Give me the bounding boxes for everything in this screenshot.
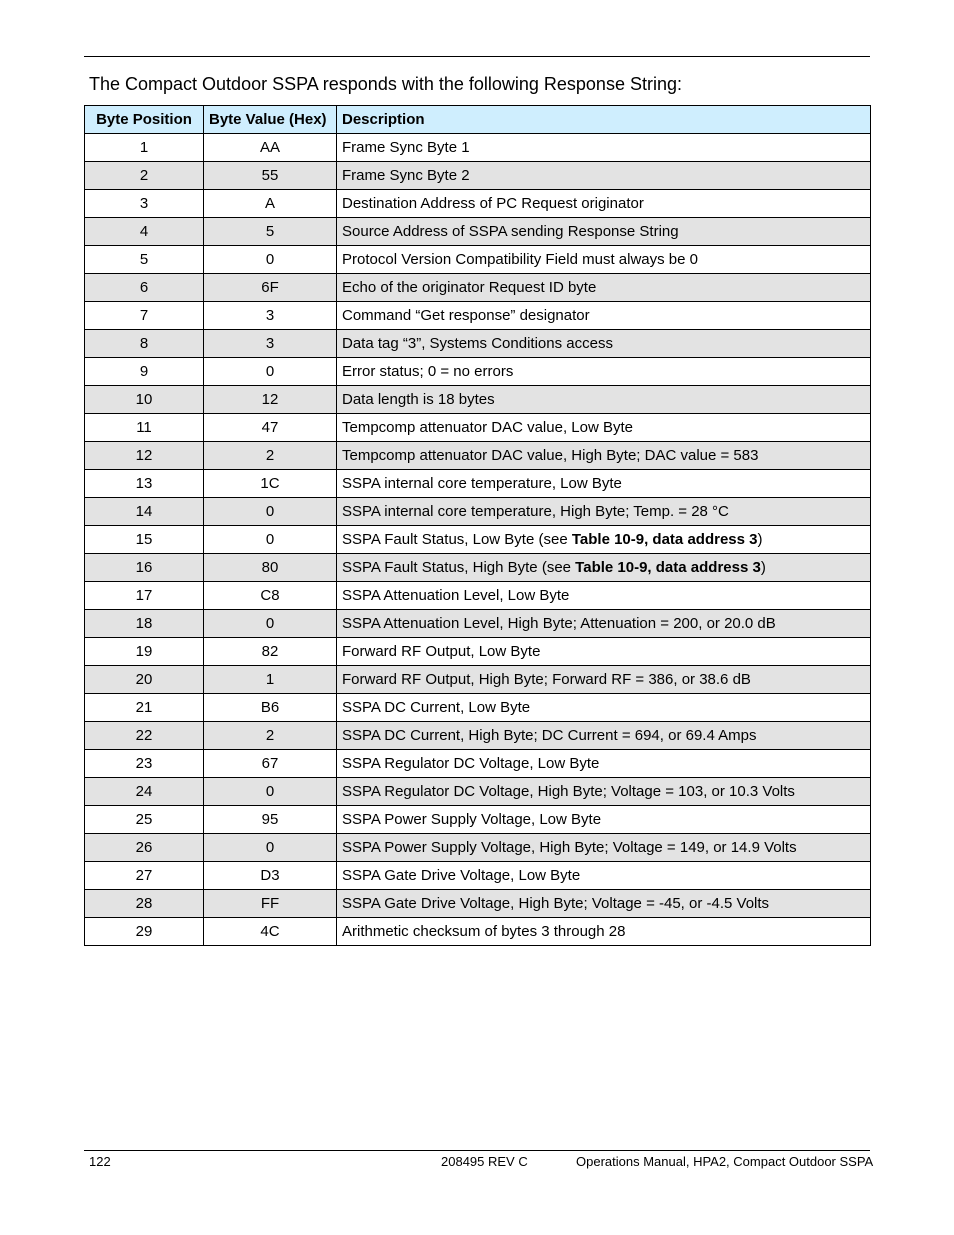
header-byte-position: Byte Position <box>85 106 204 134</box>
byte-position-cell: 6 <box>85 274 204 302</box>
table-row <box>85 246 871 274</box>
table-row <box>85 666 871 694</box>
byte-value-cell: 2 <box>204 442 337 470</box>
table-row <box>85 918 871 946</box>
description-cell <box>337 526 871 554</box>
description-cell <box>337 834 871 862</box>
description-cell <box>337 610 871 638</box>
byte-value-cell: 0 <box>204 246 337 274</box>
byte-position-cell: 26 <box>85 834 204 862</box>
byte-position-cell: 1 <box>85 134 204 162</box>
byte-value-cell: 95 <box>204 806 337 834</box>
table-row <box>85 162 871 190</box>
response-string-table <box>84 105 871 946</box>
intro-text: The Compact Outdoor SSPA responds with the following Response String: <box>89 74 682 94</box>
table-row <box>85 722 871 750</box>
description-text: Error status; 0 = no errors <box>342 363 514 380</box>
byte-position-cell: 20 <box>85 666 204 694</box>
description-cell <box>337 190 871 218</box>
byte-value-cell: 80 <box>204 554 337 582</box>
table-row <box>85 806 871 834</box>
byte-value-cell: 1 <box>204 666 337 694</box>
table-row <box>85 582 871 610</box>
byte-value-cell: 12 <box>204 386 337 414</box>
description-cell <box>337 218 871 246</box>
description-cell <box>337 134 871 162</box>
byte-value-cell: 0 <box>204 778 337 806</box>
byte-position-cell: 5 <box>85 246 204 274</box>
description-cell <box>337 778 871 806</box>
description-text: Tempcomp attenuator DAC value, Low Byte <box>342 419 633 436</box>
description-cell <box>337 554 871 582</box>
description-cell <box>337 358 871 386</box>
byte-value-cell: 1C <box>204 470 337 498</box>
table-row <box>85 330 871 358</box>
description-cell <box>337 806 871 834</box>
byte-position-cell: 4 <box>85 218 204 246</box>
byte-value-cell: 2 <box>204 722 337 750</box>
description-cell <box>337 246 871 274</box>
byte-value-cell: 0 <box>204 358 337 386</box>
description-text: SSPA Attenuation Level, Low Byte <box>342 587 570 604</box>
byte-position-cell: 8 <box>85 330 204 358</box>
description-text: SSPA Gate Drive Voltage, Low Byte <box>342 867 581 884</box>
description-cell <box>337 302 871 330</box>
description-text: Command “Get response” designator <box>342 307 590 324</box>
byte-position-cell: 24 <box>85 778 204 806</box>
table-body <box>85 134 871 946</box>
table-reference: Table 10-9, data address 3 <box>571 531 758 548</box>
byte-value-cell: 6F <box>204 274 337 302</box>
description-text: SSPA Fault Status, Low Byte (see <box>342 531 572 548</box>
byte-position-cell: 22 <box>85 722 204 750</box>
byte-value-cell: D3 <box>204 862 337 890</box>
table-row <box>85 750 871 778</box>
table-row <box>85 218 871 246</box>
description-cell <box>337 498 871 526</box>
description-text: Destination Address of PC Request originator <box>342 195 644 212</box>
byte-value-cell: 0 <box>204 498 337 526</box>
description-cell <box>337 162 871 190</box>
table-row <box>85 526 871 554</box>
description-cell <box>337 722 871 750</box>
description-cell <box>337 862 871 890</box>
byte-value-cell: 3 <box>204 302 337 330</box>
description-text: Protocol Version Compatibility Field must always be 0 <box>342 251 698 268</box>
footer-title: Operations Manual, HPA2, Compact Outdoor SSPA <box>576 1154 874 1169</box>
byte-position-cell: 25 <box>85 806 204 834</box>
description-text: Frame Sync Byte 2 <box>342 167 470 184</box>
byte-position-cell: 15 <box>85 526 204 554</box>
byte-value-cell: 4C <box>204 918 337 946</box>
footer-rule <box>84 1150 870 1151</box>
table-header-row <box>85 106 871 134</box>
table-row <box>85 834 871 862</box>
description-cell <box>337 442 871 470</box>
description-text: SSPA internal core temperature, High Byte; Temp. = 28 °C <box>342 503 729 520</box>
byte-position-cell: 10 <box>85 386 204 414</box>
byte-value-cell: 0 <box>204 610 337 638</box>
byte-value-cell: 0 <box>204 526 337 554</box>
byte-position-cell: 19 <box>85 638 204 666</box>
description-cell <box>337 274 871 302</box>
byte-position-cell: 16 <box>85 554 204 582</box>
byte-value-cell: AA <box>204 134 337 162</box>
description-cell <box>337 414 871 442</box>
description-text: Arithmetic checksum of bytes 3 through 28 <box>342 923 626 940</box>
byte-position-cell: 13 <box>85 470 204 498</box>
byte-position-cell: 14 <box>85 498 204 526</box>
description-text: SSPA DC Current, High Byte; DC Current = 694, or 69.4 Amps <box>342 727 757 744</box>
description-text: Echo of the originator Request ID byte <box>342 279 597 296</box>
table-row <box>85 414 871 442</box>
description-suffix: ) <box>757 531 763 548</box>
byte-position-cell: 11 <box>85 414 204 442</box>
description-text: SSPA Regulator DC Voltage, High Byte; Voltage = 103, or 10.3 Volts <box>342 783 795 800</box>
byte-position-cell: 29 <box>85 918 204 946</box>
description-text: SSPA Power Supply Voltage, High Byte; Voltage = 149, or 14.9 Volts <box>342 839 797 856</box>
description-text: SSPA Attenuation Level, High Byte; Attenuation = 200, or 20.0 dB <box>342 615 776 632</box>
description-cell <box>337 750 871 778</box>
description-text: SSPA DC Current, Low Byte <box>342 699 531 716</box>
byte-position-cell: 3 <box>85 190 204 218</box>
description-text: Data tag “3”, Systems Conditions access <box>342 335 613 352</box>
table-row <box>85 386 871 414</box>
description-cell <box>337 890 871 918</box>
table-row <box>85 890 871 918</box>
table-row <box>85 778 871 806</box>
description-suffix: ) <box>760 559 766 576</box>
byte-position-cell: 18 <box>85 610 204 638</box>
footer-page-number: 122 <box>89 1154 111 1169</box>
byte-value-cell: FF <box>204 890 337 918</box>
top-rule <box>84 56 870 57</box>
byte-position-cell: 17 <box>85 582 204 610</box>
table-row <box>85 610 871 638</box>
description-text: SSPA Fault Status, High Byte (see <box>342 559 576 576</box>
byte-value-cell: 82 <box>204 638 337 666</box>
description-cell <box>337 918 871 946</box>
byte-position-cell: 7 <box>85 302 204 330</box>
footer-doc-number: 208495 REV C <box>441 1154 528 1169</box>
table-row <box>85 302 871 330</box>
byte-value-cell: A <box>204 190 337 218</box>
table-row <box>85 190 871 218</box>
table-row <box>85 694 871 722</box>
table-row <box>85 442 871 470</box>
table-row <box>85 470 871 498</box>
description-cell <box>337 666 871 694</box>
byte-value-cell: 47 <box>204 414 337 442</box>
table-row <box>85 134 871 162</box>
description-cell <box>337 638 871 666</box>
description-cell <box>337 694 871 722</box>
table-row <box>85 862 871 890</box>
description-text: Forward RF Output, High Byte; Forward RF = 386, or 38.6 dB <box>342 671 751 688</box>
header-byte-value: Byte Value (Hex) <box>204 106 337 134</box>
description-cell <box>337 330 871 358</box>
byte-position-cell: 12 <box>85 442 204 470</box>
description-text: SSPA Power Supply Voltage, Low Byte <box>342 811 602 828</box>
byte-value-cell: 0 <box>204 834 337 862</box>
description-text: Source Address of SSPA sending Response String <box>342 223 679 240</box>
byte-position-cell: 28 <box>85 890 204 918</box>
description-cell <box>337 582 871 610</box>
byte-value-cell: 3 <box>204 330 337 358</box>
byte-value-cell: 5 <box>204 218 337 246</box>
header-description: Description <box>337 106 871 134</box>
description-text: SSPA Regulator DC Voltage, Low Byte <box>342 755 600 772</box>
byte-value-cell: 55 <box>204 162 337 190</box>
description-cell <box>337 470 871 498</box>
byte-position-cell: 21 <box>85 694 204 722</box>
table-row <box>85 554 871 582</box>
description-text: SSPA Gate Drive Voltage, High Byte; Voltage = -45, or -4.5 Volts <box>342 895 770 912</box>
table-row <box>85 498 871 526</box>
byte-position-cell: 2 <box>85 162 204 190</box>
byte-value-cell: 67 <box>204 750 337 778</box>
byte-position-cell: 23 <box>85 750 204 778</box>
table-reference: Table 10-9, data address 3 <box>575 559 761 576</box>
description-text: Forward RF Output, Low Byte <box>342 643 541 660</box>
description-text: Frame Sync Byte 1 <box>342 139 470 156</box>
description-text: Data length is 18 bytes <box>342 391 495 408</box>
byte-position-cell: 9 <box>85 358 204 386</box>
description-text: Tempcomp attenuator DAC value, High Byte; DAC value = 583 <box>342 447 759 464</box>
table-row <box>85 358 871 386</box>
byte-value-cell: B6 <box>204 694 337 722</box>
byte-position-cell: 27 <box>85 862 204 890</box>
byte-value-cell: C8 <box>204 582 337 610</box>
table-row <box>85 638 871 666</box>
description-cell <box>337 386 871 414</box>
table-row <box>85 274 871 302</box>
description-text: SSPA internal core temperature, Low Byte <box>342 475 622 492</box>
